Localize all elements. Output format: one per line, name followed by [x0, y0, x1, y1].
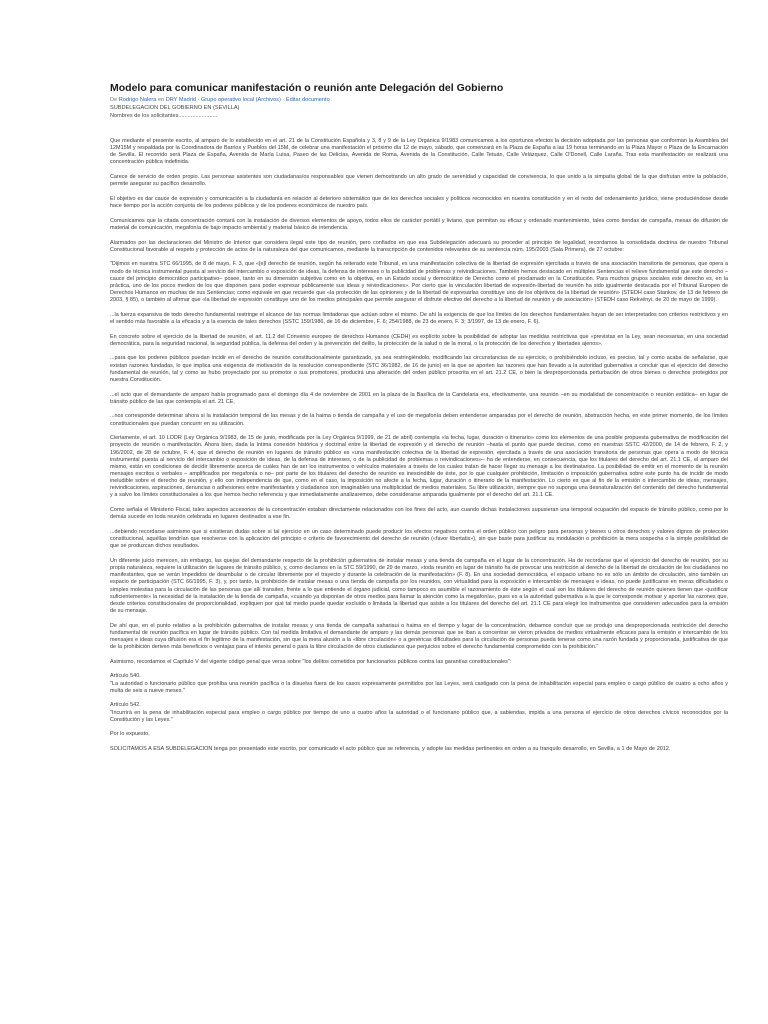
- body-paragraph: Que mediante el presente escrito, al amparo de lo establecido en el art. 21 de la Constitución Española y 3, 8 y 9 de la Ley Orgánica 9/1983 comunicamos a los oportunos efectos la decisión adoptada por las personas que conforman la Asamblea del 12M15M y respaldada por la Coordinadora de Barrios y Pueblos del 15M, de celebrar una manifestación el próximo día 12 de mayo, sábado, que comenzará en la Plaza de España a las 19 horas terminando en la Plaza Mayor o Plaza de la Encarnación de Sevilla. El recorrido será Plaza de España, Avenida de María Luisa, Paseo de las Delicias, Avenida de Roma, Avenida de la Constitución, Calle Tetuán, Calle Velázquez, Calle O'Donell, Calle Laraña. Tras esta manifestación se realizará una concentración pública indefinida.: [110, 138, 728, 166]
- body-paragraph: Un diferente juicio merecen, sin embargo, las quejas del demandante respecto de la prohibición gubernativa de instalar mesas y una tienda de campaña en el lugar de la concentración. Ha de recordarse que el ejercicio del derecho de reunión, por su propia naturaleza, requiere la utilización de lugares de tránsito público, y, como decíamos en la STC 59/1990, de 29 de marzo, «toda reunión en lugar de tránsito ha de provocar una restricción al derecho de la libertad de circulación de los ciudadanos no manifestantes, que se verán impedidos de deambular o de circular libremente por el trayecto y durante la celebración de la manifestación» (F. 8). En una sociedad democrática, el espacio urbano no es sólo un ámbito de circulación, sino también un espacio de participación (STC 66/1995, F. 3), y, por tanto, la prohibición de instalar mesas o una tienda de campaña por los reunidos, con virtualidad para la exposición e intercambio de mensajes e ideas, no puede justificarse en meras dificultades o simples molestias para la circulación de las personas que allí transiten, frente a lo que entiende el órgano judicial, como tampoco es asumible el razonamiento de éste según el cual son los titulares del derecho de reunión quienes tienen que «justificar suficientemente» la necesidad de la instalación de la tienda de campaña, «cuando ya disponían de otros medios para llamar la atención como la megafonía», pues es a la autoridad gubernativa a la que le corresponde motivar y aportar las razones que, desde criterios constitucionales de proporcionalidad, expliquen por qué tal medio puede quedar excluido o limitada la libertad que asiste a los titulares del derecho del art. 21.1 CE para elegir los instrumentos que consideren adecuados para la emisión de su mensaje.: [110, 557, 728, 614]
- applicant-names: Nombres de los solicitantes.........................: [110, 113, 218, 119]
- byline-separator: ·: [282, 97, 285, 103]
- body-paragraph: ...debiendo recordarse asimismo que si existieran dudas sobre si tal ejercicio en un caso determinado puede producir los efectos negativos contra el orden público con peligro para personas y bienes u otros derechos y valores dignos de protección constitucional, aquéllas tendrían que resolverse con la aplicación del principio o criterio de favorecimiento del derecho de reunión («favor libertatis»), sin que baste para justificar su modulación o prohibición la mera sospecha o la simple posibilidad de que se produzcan dichos resultados.: [110, 528, 728, 550]
- body-paragraph: Comunicamos que la citada concentración contará con la instalación de diversos elementos de apoyo, todos ellos de carácter portátil y liviano, que permitan su eficaz y ordenado mantenimiento, tales como tiendas de campaña, mesas de difusión de material de comunicación, megafonía de bajo impacto ambiental y material básico de intendencia.: [110, 217, 728, 231]
- body-paragraph: Artículo 542. "Incurrirá en la pena de inhabilitación especial para empleo o cargo público por tiempo de uno a cuatro años la autoridad o el funcionario público que, a sabiendas, impida a una persona el ejercicio de otros derechos cívicos reconocidos por la Constitución y las Leyes.": [110, 702, 728, 723]
- body-paragraph: ...para que los poderes públicos puedan incidir en el derecho de reunión constitucionalmente garantizado, ya sea restringiéndolo, modificando las circunstancias de su ejercicio, o prohibiéndolo incluso, es preciso, tal y como acaba de señalarse, que existan razones fundadas, lo que implica una exigencia de motivación de la resolución correspondiente (STC 36/1982, de 16 de junio) en la que se aporten las razones que han llevado a la autoridad gubernativa a concluir que el ejercicio del derecho fundamental de reunión, tal y como se hubo proyectado por su promotor o sus promotores, producirá una alteración del orden público proscrita en el art. 21.2 CE, o bien la desproporcionada perturbación de otros bienes o derechos protegidos por nuestra Constitución.: [110, 355, 728, 383]
- body-paragraph: "Dijimos en nuestra STC 66/1995, de 8 de mayo, F. 3, que «[e]l derecho de reunión, según ha reiterado este Tribunal, es una manifestación colectiva de la libertad de expresión ejercitada a través de una asociación transitoria de personas, que opera a modo de técnica instrumental puesta al servicio del intercambio o exposición de ideas, la defensa de intereses o la publicidad de problemas y reivindicaciones. También hemos destacado en múltiples Sentencias el relieve fundamental que este derecho –cauce del principio democrático participativo– posee, tanto en su dimensión subjetiva como en la objetiva, en un Estado social y democrático de Derecho como el proclamado en la Constitución. Para muchos grupos sociales este derecho es, en la práctica, uno de los pocos medios de los que disponen para poder expresar públicamente sus ideas y reivindicaciones». Por cierto que la vinculación libertad de expresión-libertad de reunión ha sido igualmente destacada por el Tribunal Europeo de Derechos Humanos en muchas de sus Sentencias; como equivale en que recuerde que «la protección de las opiniones y de la libertad de expresarlas constituye uno de los objetivos de la libertad de reunión» (STEDH caso Stankov, de 13 de febrero de 2003, § 85), o también al afirmar que «la libertad de expresión constituye uno de los medios principales que permite asegurar el disfrute efectivo del derecho a la libertad de reunión y de asociación» (STEDH caso Rekvényi, de 20 de mayo de 1999).: [110, 261, 728, 304]
- body-paragraph: Carece de servicio de orden propio. Las personas asistentes son ciudadanas/os responsables que vienen demostrando un alto grado de serenidad y capacidad de convivencia, lo que unido a la simpatía global de la que disfrutan entre la población, permite asegurar su pacífico desarrollo.: [110, 174, 728, 188]
- body-paragraph: SOLICITAMOS A ESA SUBDELEGACION tenga por presentado este escrito, por comunicado el acto público que se referencia, y adopte las medidas pertinentes en orden a su tranquilo desarrollo, en Sevilla, a 1 de Mayo de 2012.: [110, 746, 671, 752]
- body-paragraph: Alarmados por las declaraciones del Ministro de Interior que considera ilegal este tipo de reunión, pero confiados en que esa Subdelegación adecuará su proceder al principio de legalidad, recordamos la consolidada doctrina de nuestro Tribunal Constitucional favorable al respeto y protección de actos de la naturaleza del que comunicamos, mediante la transcripción de contenidos relevantes de su sentencia núm. 195/2003 (Sala Primera), de 27 octubre:: [110, 239, 728, 253]
- body-paragraph: En concreto sobre el ejercicio de la libertad de reunión, el art. 11.2 del Convenio europeo de derechos Humanos (CEDH) es explícito sobre la posibilidad de adoptar las medidas restrictivas que «previstas en la Ley, sean necesarias, en una sociedad democrática, para la seguridad nacional, la seguridad pública, la defensa del orden y la prevención del delito, la protección de la salud o de la moral, o la protección de los derechos y libertades ajenos».: [110, 333, 728, 347]
- recipient: SUBDELEGACION DEL GOBIERNO EN (SEVILLA): [110, 105, 240, 111]
- byline: [110, 96, 728, 104]
- body-paragraph: ...el acto que el demandante de amparo había programado para el domingo día 4 de noviembre de 2001 en la plaza de la Basílica de la Candelaria era, efectivamente, una reunión –en su modalidad de concentración o reunión estática– en lugar de tránsito público de las que contempla el art. 21 CE,: [110, 391, 728, 405]
- body-paragraph: El objetivo es dar cauce de expresión y comunicación a la ciudadanía en relación al deterioro sistemático que de los derechos sociales y políticos reconocidos en nuestra constitución y en el resto del ordenamiento jurídico, viene produciéndose desde hace tiempo por la acción conjunta de los poderes públicos y de los poderes económicos de nuestro país.: [110, 195, 728, 210]
- body-paragraph: ...la fuerza expansiva de todo derecho fundamental restringe el alcance de las normas limitadoras que actúan sobre el mismo. De ahí la exigencia de que los límites de los derechos fundamentales hayan de ser interpretados con criterios restrictivos y en el sentido más favorable a la eficacia y a la esencia de tales derechos (SSTC 159/1986, de 16 de diciembre, F. 6; 254/1988, de 23 de enero, F. 3; 3/1997, de 13 de enero, F. 6).: [110, 311, 728, 325]
- body-paragraph: De ahí que, en el punto relativo a la prohibición gubernativa de instalar mesas y una tienda de campaña sahariaui o haima en el tiempo y lugar de la concentración, debamos concluir que se produjo una desproporcionada restricción del derecho fundamental de reunión pacífica en lugar de tránsito público. Con tal medida limitativa el demandante de amparo y las demás personas que se iban a concentrar se vieron privados de medios virtualmente eficaces para la emisión e intercambio de los mensajes e ideas cuya difusión era el fin legítimo de la manifestación, sin que la mera alusión a la «libre circulación» o a genéricas dificultades para la circulación de personas pueda tenerse como una razón fundada y proporcionada, justificativa de que de la prohibición deriven más beneficios o ventajas para el interés general o para la libre circulación de otros ciudadanos que perjuicios sobre el derecho fundamental comprometido con la prohibición.": [110, 622, 728, 651]
- body-paragraph: Como señala el Ministerio Fiscal, tales aspectos accesorios de la concentración estaban directamente relacionados con los fines del acto, aun cuando dichas instalaciones supusieran una temporal ocupación del espacio de tránsito público, como por lo demás sucede en toda reunión celebrada en lugares destinados a ese fin.: [110, 507, 728, 521]
- body-paragraph: Ciertamente, el art. 10 LODR (Ley Orgánica 9/1983, de 15 de junio, modificada por la Ley Orgánica 9/1999, de 21 de abril) contempla «la fecha, lugar, duración o itinerario» como los elementos de una posible propuesta gubernativa de modificación del proyecto de reunión o manifestación. Ahora bien, dada la íntima conexión histórica y doctrinal entre la libertad de expresión y el derecho de reunión –hasta el punto que puede decirse, como en nuestras SSTC 42/2000, de 14 de febrero, F. 2, y 196/2002, de 28 de octubre, F. 4, que el derecho de reunión en lugares de tránsito público es «una manifestación colectiva de la libertad de expresión, ejercitada a través de una asociación transitoria de personas que opera a modo de técnica instrumental puesta al servicio del intercambio o exposición de ideas, de la defensa de intereses, o de la publicidad de problemas o reivindicaciones»– ha de entenderse, en consecuencia, que los titulares del derecho del art. 21.1 CE, el amparo del mismo, están en condiciones de decidir libremente acerca de cuáles han de ser los instrumentos o vehículos materiales a través de los cuales tratan de hacer llegar su mensaje a los destinatarios. La posibilidad de emitir en el momento de la reunión mensajes escritos o verbales – amplificados por megafonía o no– por parte de los titulares del derecho de reunión es inescindible de éste, por lo que cualquier prohibición, limitación o imposición gubernativa sobre este punto ha de incidir de modo ineludible sobre el derecho de reunión, y ello con independencia de que, como en el caso, la imposición no afecte a la fecha, lugar, duración o itinerario de la manifestación. Lo cierto es que al fin de la emisión o intercambio de ideas, mensajes, reivindicaciones, aspiraciones, denuncias o adhesiones entre manifestantes y ciudadanos son imaginables una multiplicidad de medios materiales. Su libre utilización, siempre que no suponga una desnaturalización del contenido del derecho fundamental y a salvo los límites constitucionales a los que hemos hecho referencia y que inmediatamente analizaremos, debe considerarse amparada igualmente por el derecho del art. 21.1 CE.: [110, 435, 728, 499]
- byline-in: en: [157, 97, 165, 103]
- body-paragraph: Por lo expuesto,: [110, 731, 150, 738]
- document-title: Modelo para comunicar manifestación o reunión ante Delegación del Gobierno: [110, 82, 504, 94]
- body-paragraph: Asimismo, recordamos el Capítulo V del vigente código penal que versa sobre "los delitos cometidos por funcionarios públicos contra las garantías constitucionales":: [110, 658, 512, 665]
- edit-document-link[interactable]: Editar documento: [285, 97, 330, 103]
- byline-prefix: De: [110, 97, 118, 103]
- document-body: [110, 138, 728, 753]
- group-link[interactable]: DRY Madrid - Grupo operativo local (Archivos): [165, 97, 281, 103]
- body-paragraph: ...nos corresponde determinar ahora si la instalación temporal de las mesas y de la haima o tienda de campaña y el uso de megafonía deben entenderse amparadas por el derecho de reunión, abstracción hecha, en este primer momento, de los límites constitucionales que puedan concurrir en su utilización.: [110, 413, 728, 427]
- body-paragraph: Artículo 540. "La autoridad o funcionario público que prohíba una reunión pacífica o la disuelva fuera de los casos expresamente permitidos por las Leyes, será castigado con la pena de inhabilitación especial para empleo o cargo público de cuatro a ocho años y multa de seis a nueve meses.": [110, 673, 728, 694]
- author-link[interactable]: Rodrigo Nalera: [118, 97, 157, 103]
